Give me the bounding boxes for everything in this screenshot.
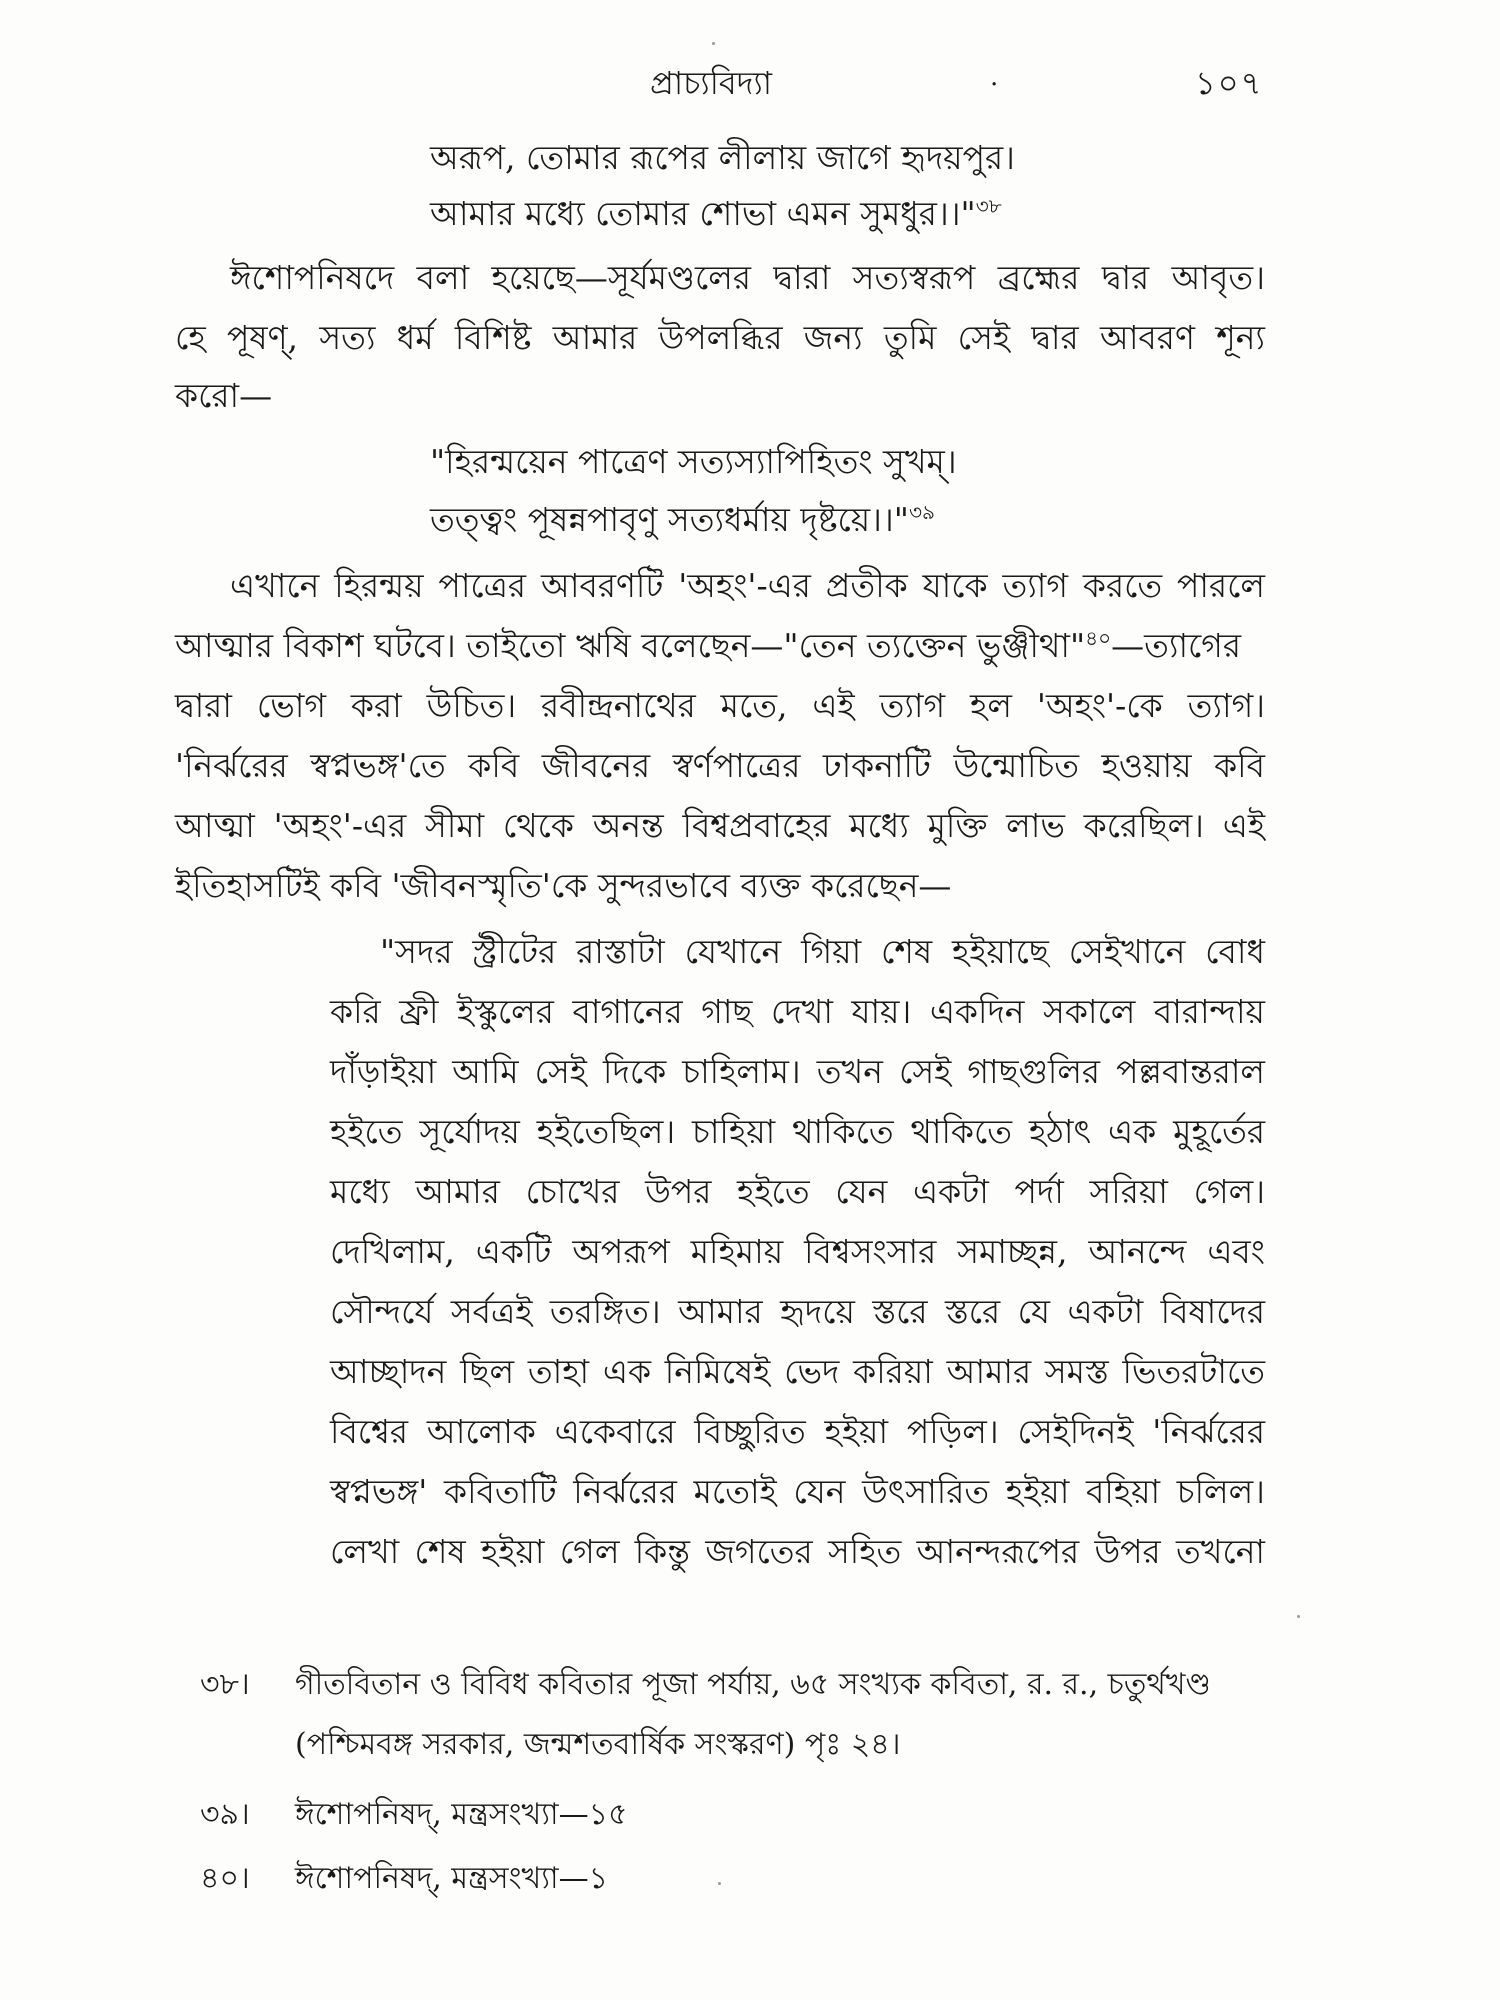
footnote-text: ঈশোপনিষদ্, মন্ত্রসংখ্যা—১৫ [295,1797,628,1832]
quote-line-4: হইতে সূর্যোদয় হইতেছিল। চাহিয়া থাকিতে থাকিতে হঠাৎ এক মুহূর্তের [330,1112,1265,1151]
quote-line-9: বিশ্বের আলোক একেবারে বিচ্ছুরিত হইয়া পড়িল। সেইদিনই 'নির্ঝরের [330,1412,1265,1451]
para2-line4: 'নির্ঝরের স্বপ্নভঙ্গ'তে কবি জীবনের স্বর্ণপাত্রের ঢাকনাটি উন্মোচিত হওয়ায় কবি [175,746,1265,785]
para1-line3: করো— [175,376,273,415]
scan-speck [1297,1615,1300,1618]
quote-line-8: আচ্ছাদন ছিল তাহা এক নিমিষেই ভেদ করিয়া আমার সমস্ত ভিতরটাতে [330,1352,1265,1391]
quote-line-3: দাঁড়াইয়া আমি সেই দিকে চাহিলাম। তখন সেই গাছগুলির পল্লবান্তরাল [330,1052,1265,1091]
footnote-number: ৩৯। [200,1797,250,1832]
page-number: ১০৭ [1195,64,1264,102]
scan-speck [718,1882,721,1885]
para2-line1: এখানে হিরন্ময় পাত্রের আবরণটি 'অহং'-এর প্রতীক যাকে ত্যাগ করতে পারলে [230,566,1265,605]
footnote-text-cont: (পশ্চিমবঙ্গ সরকার, জন্মশতবার্ষিক সংস্করণ) পৃঃ ২৪। [295,1727,901,1762]
para2-line2-text: আত্মার বিকাশ ঘটবে। তাইতো ঋষি বলেছেন—"তেন ত্যক্তেন ভুঞ্জীথা" [175,626,1086,665]
verse2-line1: "হিরন্ময়েন পাত্রেণ সত্যস্যাপিহিতং সুখম্। [430,442,957,481]
verse2-line2-text: তত্ত্বং পূষন্নপাবৃণু সত্যধর্মায় দৃষ্টয়ে।।" [430,500,909,539]
para2-line5: আত্মা 'অহং'-এর সীমা থেকে অনন্ত বিশ্বপ্রবাহের মধ্যে মুক্তি লাভ করেছিল। এই [175,806,1265,845]
footnote-number: ৪০। [200,1861,250,1896]
footnote-text: গীতবিতান ও বিবিধ কবিতার পূজা পর্যায়, ৬৫ সংখ্যক কবিতা, র. র., চতুর্থখণ্ড [295,1667,1211,1702]
verse1-line2-text: আমার মধ্যে তোমার শোভা এমন সুমধুর।।" [430,194,976,233]
verse2-line2 [430,500,935,540]
running-head [0,58,1500,108]
para1-line2: হে পূষণ্, সত্য ধর্ম বিশিষ্ট আমার উপলব্ধির জন্য তুমি সেই দ্বার আবরণ শূন্য [175,318,1265,357]
para2-line2 [175,626,1241,666]
quote-line-2: করি ফ্রী ইস্কুলের বাগানের গাছ দেখা যায়। একদিন সকালে বারান্দায় [330,992,1265,1031]
para2-line6: ইতিহাসটিই কবি 'জীবনস্মৃতি'কে সুন্দরভাবে ব্যক্ত করেছেন— [175,866,952,905]
para2-line2-tail: —ত্যাগের [1111,626,1242,665]
quote-line-10: স্বপ্নভঙ্গ' কবিতাটি নির্ঝরের মতোই যেন উৎসারিত হইয়া বহিয়া চলিল। [330,1472,1265,1511]
verse1-line1: অরূপ, তোমার রূপের লীলায় জাগে হৃদয়পুর। [430,138,1015,177]
para1-line1: ঈশোপনিষদে বলা হয়েছে—সূর্যমণ্ডলের দ্বারা সত্যস্বরূপ ব্রহ্মের দ্বার আবৃত। [230,258,1265,297]
running-head-title: প্রাচ্যবিদ্যা [650,64,773,102]
footnote-ref-39: ৩৯ [908,500,935,524]
footnote-number: ৩৮। [200,1667,250,1702]
running-head-dot: . [990,62,999,92]
footnote-ref-38: ৩৮ [975,194,1002,218]
footnote-text: ঈশোপনিষদ্, মন্ত্রসংখ্যা—১ [295,1861,609,1896]
footnote-ref-40: ৪০ [1085,626,1112,650]
quote-line-1: "সদর স্ট্রীটের রাস্তাটা যেখানে গিয়া শেষ হইয়াছে সেইখানে বোধ [380,932,1265,971]
scan-speck [712,42,715,45]
quote-line-11: লেখা শেষ হইয়া গেল কিন্তু জগতের সহিত আনন্দরূপের উপর তখনো [330,1532,1265,1571]
para2-line3: দ্বারা ভোগ করা উচিত। রবীন্দ্রনাথের মতে, এই ত্যাগ হল 'অহং'-কে ত্যাগ। [175,686,1265,725]
quote-line-7: সৌন্দর্যে সর্বত্রই তরঙ্গিত। আমার হৃদয়ে স্তরে স্তরে যে একটা বিষাদের [330,1292,1265,1331]
quote-line-5: মধ্যে আমার চোখের উপর হইতে যেন একটা পর্দা সরিয়া গেল। [330,1172,1265,1211]
quote-line-6: দেখিলাম, একটি অপরূপ মহিমায় বিশ্বসংসার সমাচ্ছন্ন, আনন্দে এবং [330,1232,1265,1271]
verse1-line2 [430,194,1002,234]
